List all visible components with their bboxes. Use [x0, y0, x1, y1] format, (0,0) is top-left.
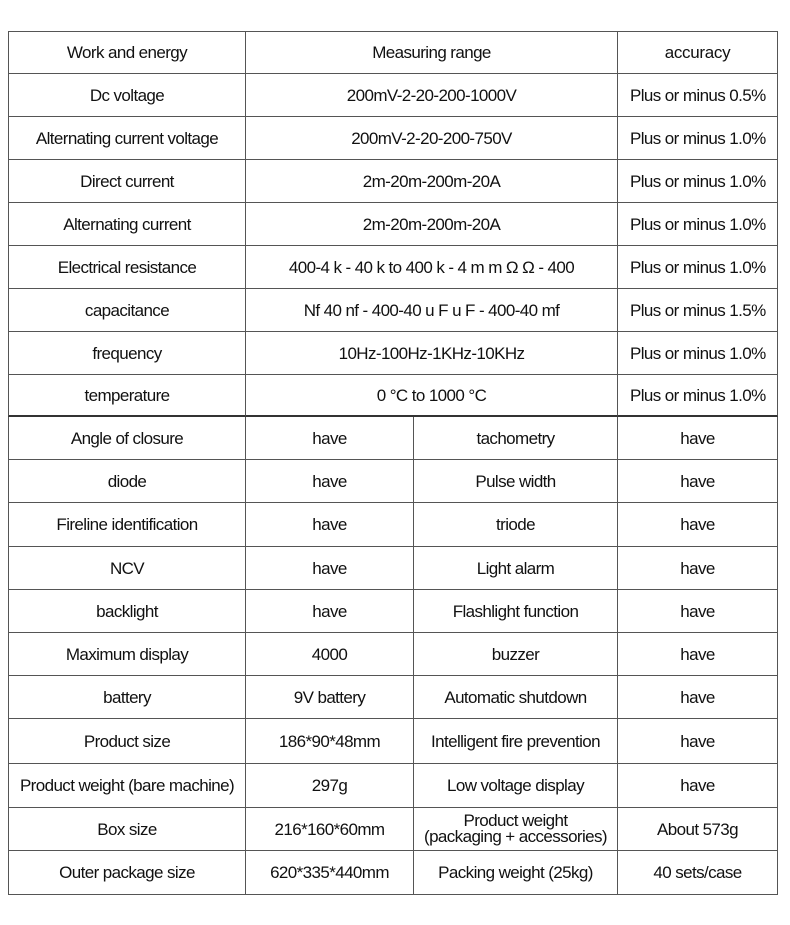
feature-name: Outer package size [8, 851, 246, 895]
header-measuring-range: Measuring range [246, 31, 618, 74]
accuracy-value: Plus or minus 1.0% [618, 117, 778, 160]
feature-name: triode [414, 503, 618, 547]
feature-row [8, 547, 778, 590]
feature-name: backlight [8, 590, 246, 633]
function-name: Dc voltage [8, 74, 246, 117]
table-row [8, 289, 778, 332]
table-row [8, 246, 778, 289]
accuracy-value: Plus or minus 1.0% [618, 160, 778, 203]
accuracy-value: Plus or minus 1.0% [618, 375, 778, 417]
feature-value: 297g [246, 764, 414, 808]
header-work-and-energy: Work and energy [8, 31, 246, 74]
measuring-range: 0 °C to 1000 °C [246, 375, 618, 417]
table-row [8, 203, 778, 246]
function-name: Alternating current [8, 203, 246, 246]
feature-value: have [618, 460, 778, 503]
feature-name-line1: Product weight [463, 811, 568, 830]
feature-value: have [618, 719, 778, 764]
feature-value: 186*90*48mm [246, 719, 414, 764]
feature-name: Product size [8, 719, 246, 764]
feature-value: have [618, 764, 778, 808]
feature-row [8, 633, 778, 676]
feature-name-line2: (packaging + accessories) [424, 827, 607, 846]
feature-value: 40 sets/case [618, 851, 778, 895]
feature-name: tachometry [414, 417, 618, 460]
feature-name [414, 808, 618, 851]
feature-value: 9V battery [246, 676, 414, 719]
feature-name: Intelligent fire prevention [414, 719, 618, 764]
accuracy-value: Plus or minus 1.0% [618, 246, 778, 289]
feature-row [8, 676, 778, 719]
feature-row [8, 503, 778, 547]
feature-name: NCV [8, 547, 246, 590]
header-accuracy: accuracy [618, 31, 778, 74]
table-row [8, 74, 778, 117]
feature-name: Maximum display [8, 633, 246, 676]
feature-value: have [246, 590, 414, 633]
feature-value: have [618, 503, 778, 547]
measuring-range: 2m-20m-200m-20A [246, 203, 618, 246]
feature-name: Flashlight function [414, 590, 618, 633]
measuring-range: 200mV-2-20-200-750V [246, 117, 618, 160]
feature-name: Automatic shutdown [414, 676, 618, 719]
feature-row [8, 417, 778, 460]
measuring-range: 2m-20m-200m-20A [246, 160, 618, 203]
feature-name: buzzer [414, 633, 618, 676]
feature-value: have [618, 676, 778, 719]
table-header-row [8, 31, 778, 74]
feature-value: 4000 [246, 633, 414, 676]
feature-name: Box size [8, 808, 246, 851]
accuracy-value: Plus or minus 1.0% [618, 203, 778, 246]
function-name: capacitance [8, 289, 246, 332]
feature-name: Low voltage display [414, 764, 618, 808]
function-name: temperature [8, 375, 246, 417]
feature-row [8, 719, 778, 764]
feature-value: About 573g [618, 808, 778, 851]
feature-value: have [618, 590, 778, 633]
feature-value: have [246, 503, 414, 547]
feature-value: have [246, 547, 414, 590]
measuring-range: 200mV-2-20-200-1000V [246, 74, 618, 117]
feature-value: have [246, 417, 414, 460]
accuracy-value: Plus or minus 0.5% [618, 74, 778, 117]
feature-name: battery [8, 676, 246, 719]
table-row [8, 160, 778, 203]
accuracy-value: Plus or minus 1.5% [618, 289, 778, 332]
feature-name: Angle of closure [8, 417, 246, 460]
feature-row [8, 851, 778, 895]
function-name: Direct current [8, 160, 246, 203]
table-row [8, 375, 778, 417]
feature-row [8, 590, 778, 633]
feature-name: Pulse width [414, 460, 618, 503]
feature-name: Light alarm [414, 547, 618, 590]
feature-row [8, 808, 778, 851]
feature-value: have [618, 547, 778, 590]
accuracy-value: Plus or minus 1.0% [618, 332, 778, 375]
feature-name: Fireline identification [8, 503, 246, 547]
function-name: Alternating current voltage [8, 117, 246, 160]
table-row [8, 332, 778, 375]
feature-row [8, 460, 778, 503]
function-name: Electrical resistance [8, 246, 246, 289]
measuring-range: 400-4 k - 40 k to 400 k - 4 m m Ω Ω - 400 [246, 246, 618, 289]
feature-value: have [618, 417, 778, 460]
feature-value: have [246, 460, 414, 503]
feature-value: 216*160*60mm [246, 808, 414, 851]
feature-name: Product weight (bare machine) [8, 764, 246, 808]
measuring-range: 10Hz-100Hz-1KHz-10KHz [246, 332, 618, 375]
measuring-range: Nf 40 nf - 400-40 u F u F - 400-40 mf [246, 289, 618, 332]
feature-value: have [618, 633, 778, 676]
table-row [8, 117, 778, 160]
feature-name: diode [8, 460, 246, 503]
function-name: frequency [8, 332, 246, 375]
feature-value: 620*335*440mm [246, 851, 414, 895]
feature-name: Packing weight (25kg) [414, 851, 618, 895]
feature-row [8, 764, 778, 808]
